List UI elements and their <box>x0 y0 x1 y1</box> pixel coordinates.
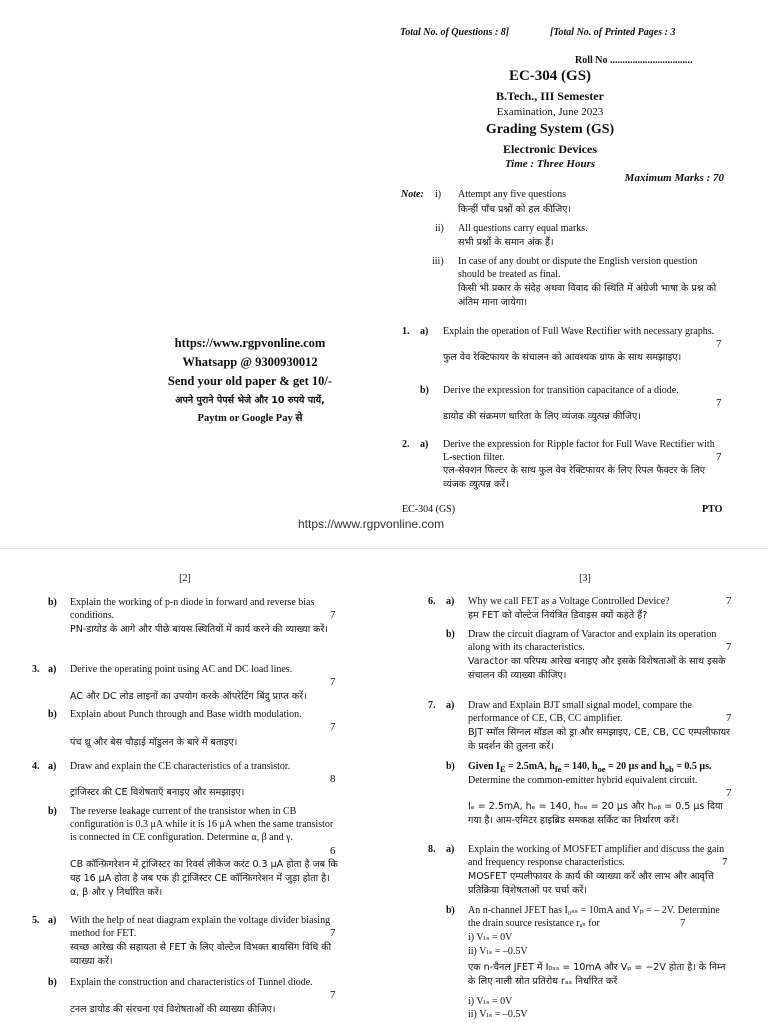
q1a-part: a) <box>420 326 429 337</box>
q7-number: 7. <box>428 700 436 711</box>
q5a-part: a) <box>48 915 57 926</box>
q2b-text: Explain the working of p-n diode in forward and reverse bias conditions. <box>70 597 315 621</box>
note-2-en: All questions carry equal marks. <box>458 223 588 234</box>
note-3-en: In case of any doubt or dispute the English version question should be treated as final. <box>458 256 698 280</box>
q8-number: 8. <box>428 844 436 855</box>
time: Time : Three Hours <box>504 158 596 170</box>
q8b-case-1: i) Vₗₛ = 0V <box>468 932 513 943</box>
q7a-part: a) <box>446 700 455 711</box>
paper-code: EC-304 (GS) <box>508 68 592 84</box>
total-pages: [Total No. of Printed Pages : 3 <box>550 27 676 38</box>
q8b-marks: 7 <box>680 917 686 929</box>
q7a-text: Draw and Explain BJT small signal model, compare the performance of CE, CB, CC amplifier. <box>468 700 692 724</box>
q3a-hindi: AC और DC लोड लाइनों का उपयोग करके ऑपरेटिंग बिंदु प्राप्त करें। <box>70 691 307 702</box>
q1b-part: b) <box>420 385 429 396</box>
course: B.Tech., III Semester <box>496 89 604 103</box>
q6a-marks: 7 <box>726 595 732 607</box>
q2b-hindi: PN-डायोड के आगे और पीछे बायस स्थितियों में कार्य करने की व्याख्या करें। <box>70 624 328 635</box>
q7b-hindi: Iₑ = 2.5mA, hₑ = 140, hₒₑ = 20 μs और hₒᵦ = 0.5 μs दिया गया है। आम-एमिटर हाइब्रिड समकक्ष सर्किट का निर्धारण करें। <box>468 801 723 826</box>
q6b-text: Draw the circuit diagram of Varactor and explain its operation along with its characteristics. <box>468 629 717 653</box>
note-2-hi: सभी प्रश्नों के समान अंक हैं। <box>458 237 554 248</box>
q5a-marks: 7 <box>330 927 336 939</box>
q7a-hindi: BJT स्मॉल सिग्नल मॉडल को ड्रा और समझाइए, CE, CB, CC एम्पलीफायर के प्रदर्शन की तुलना करें। <box>468 727 730 752</box>
q2-number: 2. <box>402 439 410 450</box>
q1a-hindi: फुल वेव रेक्टिफायर के संचालन को आवश्यक ग्राफ के साथ समझाइए। <box>443 352 682 363</box>
q1b-text: Derive the expression for transition capacitance of a diode. <box>443 385 679 396</box>
q7b-marks: 7 <box>726 787 732 799</box>
total-questions: Total No. of Questions : 8] <box>400 27 510 38</box>
q7a-marks: 7 <box>726 712 732 724</box>
subject: Electronic Devices <box>502 142 598 156</box>
q8b-part: b) <box>446 905 455 916</box>
q5b-hindi: टनल डायोड की संरचना एवं विशेषताओं की व्याख्या कीजिए। <box>70 1004 276 1015</box>
page-3-number: [3] <box>579 573 591 584</box>
note-1-en: Attempt any five questions <box>458 189 567 200</box>
q5b-marks: 7 <box>330 989 336 1001</box>
q4a-marks: 8 <box>330 773 336 785</box>
ad-hindi: अपने पुराने पेपर्स भेजे और 10 रुपये पायें, <box>175 395 325 406</box>
ad-url: https://www.rgpvonline.com <box>174 336 326 350</box>
q4-number: 4. <box>32 761 40 772</box>
q6b-part: b) <box>446 629 455 640</box>
q8b-hindi: एक n-चैनल JFET में I₀ₛₛ = 10mA और Vₚ = −2V होता है। के निम्न के लिए नाली स्रोत प्रतिरोध rₐₛ निर्धारित करें <box>468 962 726 987</box>
roll-no: Roll No ................................. <box>575 55 693 66</box>
q6b-marks: 7 <box>726 641 732 653</box>
note-3-num: iii) <box>432 256 444 267</box>
q7b-text: Given $I_E = 2.5mA$, $h_{fe} = 140$, $h_{oe} = 20$ μs and $h_{ob} = 0.5$ μs. <box>468 761 712 774</box>
q8b-case-2: ii) Vₗₛ = –0.5V <box>468 946 528 957</box>
q7b-part: b) <box>446 761 455 772</box>
page-2-number: [2] <box>179 573 191 584</box>
q4a-text: Draw and explain the CE characteristics of a transistor. <box>70 761 291 772</box>
q8a-hindi: MOSFET एम्पलीफायर के कार्य की व्याख्या करें और लाभ और आवृत्ति प्रतिक्रिया विशेषताओं पर चर्चा करें। <box>468 871 714 896</box>
q2a-marks: 7 <box>716 451 722 463</box>
watermark-url: https://www.rgpvonline.com <box>298 517 445 531</box>
q4b-marks: 6 <box>330 845 336 857</box>
q6a-hindi: हम FET को वोल्टेज नियंत्रित डिवाइस क्यों कहते हैं? <box>468 610 648 621</box>
q3a-text: Derive the operating point using AC and DC load lines. <box>70 664 293 675</box>
q8b-hindi-case-1: i) Vₗₛ = 0V <box>468 996 513 1007</box>
q3b-text: Explain about Punch through and Base width modulation. <box>70 709 302 720</box>
grading-system: Grading System (GS) <box>485 122 615 137</box>
q4b-text: The reverse leakage current of the transistor when in CB configuration is 0.3 μA while it is 16 μA when the same transistor is connected in CE configuration. Determine α, β and γ. <box>70 806 334 843</box>
q3b-hindi: पंच थ्रू और बेस चौड़ाई मॉडुलन के बारे में बताइए। <box>70 737 238 748</box>
q4b-hindi: CB कॉन्फ़िगरेशन में ट्रांजिस्टर का रिवर्स लीकेज करंट 0.3 μA होता है जब कि यह 16 μA होता है जब एक ही ट्रांजिस्टर CE कॉन्फ़िगरेशन में जुड़ा होता है। α, β और γ निर्धारित करें। <box>70 859 338 898</box>
q5b-part: b) <box>48 977 57 988</box>
q3-number: 3. <box>32 664 40 675</box>
q1b-marks: 7 <box>716 397 722 409</box>
q1a-marks: 7 <box>716 338 722 350</box>
q5a-hindi: स्वच्छ आरेख की सहायता से FET के लिए वोल्टेज विभक्त बायसिंग विधि की व्याख्या करें। <box>70 942 332 967</box>
q6a-text: Why we call FET as a Voltage Controlled Device? <box>468 596 670 607</box>
q8a-part: a) <box>446 844 455 855</box>
q8a-marks: 7 <box>722 856 728 868</box>
ad-pay: Paytm or Google Pay से <box>197 413 303 424</box>
q7b-text-2: Determine the common-emitter hybrid equivalent circuit. <box>468 775 698 786</box>
q3a-marks: 7 <box>330 676 336 688</box>
q4b-part: b) <box>48 806 57 817</box>
q4a-hindi: ट्रांजिस्टर की CE विशेषताएँ बनाइए और समझाइए। <box>70 787 245 798</box>
q5a-text: With the help of neat diagram explain the voltage divider biasing method for FET. <box>70 915 331 939</box>
ad-whatsapp: Whatsapp @ 9300930012 <box>182 355 318 369</box>
note-1-hi: किन्हीं पाँच प्रश्नों को हल कीजिए। <box>458 204 572 215</box>
note-3-hi: किसी भी प्रकार के संदेह अथवा विवाद की स्थिति में अंग्रेजी भाषा के प्रश्न को अंतिम माना जायेगा। <box>458 283 717 308</box>
q2a-hindi: एल-सेक्शन फिल्टर के साथ फुल वेव रेक्टिफायर के लिए रिपल फैक्टर के लिए व्यंजक व्युत्पन्न करें। <box>443 465 705 490</box>
q8b-hindi-case-2: ii) Vₗₛ = –0.5V <box>468 1009 528 1020</box>
q5-number: 5. <box>32 915 40 926</box>
ad-send: Send your old paper & get 10/- <box>167 374 333 388</box>
q8b-text: An n-channel JFET has I₀ₛₛ = 10mA and Vₚ = – 2V. Determine the drain source resistance rₐₛ for <box>468 905 720 929</box>
exam-session: Examination, June 2023 <box>496 106 604 118</box>
q1b-hindi: डायोड की संक्रमण धारिता के लिए व्यंजक व्युत्पन्न कीजिए। <box>443 411 641 422</box>
q1a-text: Explain the operation of Full Wave Rectifier with necessary graphs. <box>443 326 715 337</box>
q6b-hindi: Varactor का परिपथ आरेख बनाइए और इसके विशेषताओं के साथ इसके संचालन की व्याख्या कीजिए। <box>468 656 726 681</box>
q6-number: 6. <box>428 596 436 607</box>
note-1-num: i) <box>435 189 442 200</box>
q1-number: 1. <box>402 326 410 337</box>
q5b-text: Explain the construction and characteristics of Tunnel diode. <box>70 977 313 988</box>
footer-code: EC-304 (GS) <box>402 504 456 515</box>
max-marks: Maximum Marks : 70 <box>624 172 724 184</box>
footer-pto: PTO <box>702 504 723 515</box>
q2a-part: a) <box>420 439 429 450</box>
q8a-text: Explain the working of MOSFET amplifier and discuss the gain and frequency response characteristics. <box>468 844 725 868</box>
q2a-text: Derive the expression for Ripple factor for Full Wave Rectifier with L-section filter. <box>443 439 715 463</box>
note-label: Note: <box>401 189 424 200</box>
q4a-part: a) <box>48 761 57 772</box>
q2b-part: b) <box>48 597 57 608</box>
page-divider <box>0 548 768 549</box>
note-2-num: ii) <box>435 223 444 234</box>
q6a-part: a) <box>446 596 455 607</box>
q2b-marks: 7 <box>330 609 336 621</box>
q3b-part: b) <box>48 709 57 720</box>
q3b-marks: 7 <box>330 721 336 733</box>
q3a-part: a) <box>48 664 57 675</box>
